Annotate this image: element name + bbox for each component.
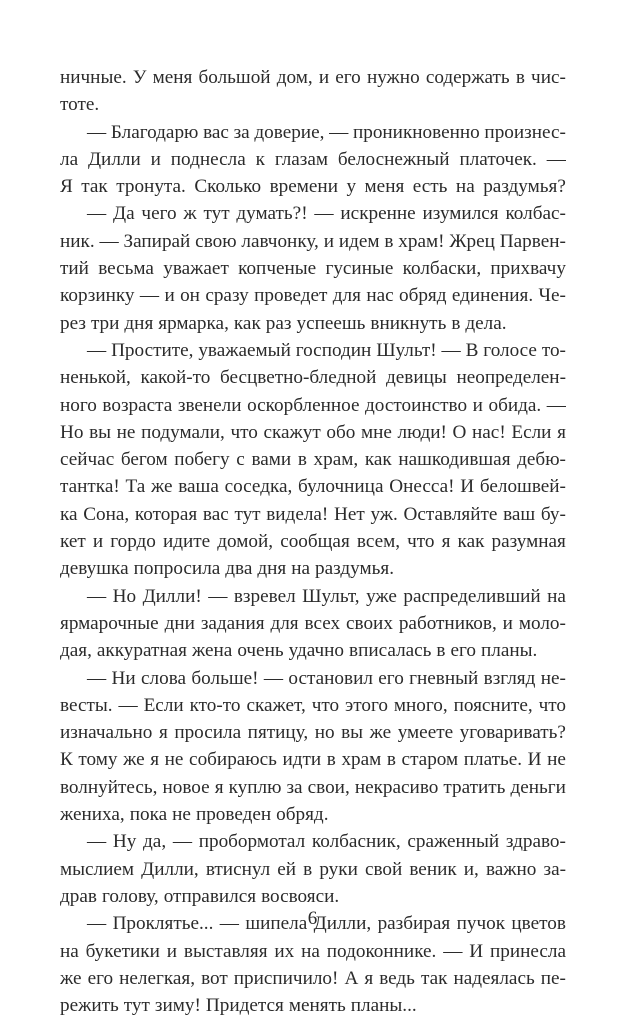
text-line: ничные. У меня большой дом, и его нужно содержать в чис-: [60, 67, 566, 88]
text-line: ненькой, какой-то бесцветно-бледной девицы неопределен-: [60, 367, 566, 389]
text-line: ка Сона, которая вас тут видела! Нет уж. Оставляйте ваш бу-: [60, 503, 566, 525]
text-line: корзинку — и он сразу проведет для нас обряд единения. Че-: [60, 285, 566, 307]
text-line: ного возраста звенели оскорбленное достоинство и обида. —: [60, 394, 566, 416]
text-line: девушка попросила два дня на раздумья.: [60, 558, 395, 580]
text-line: мыслием Дилли, втиснул ей в руки свой веник и, важно за-: [60, 858, 566, 880]
text-line: — Проклятье... — шипела Дилли, разбирая пучок цветов: [87, 913, 566, 935]
text-line: рез три дня ярмарка, как раз успеешь вникнуть в дела.: [60, 312, 507, 334]
text-line: тантка! Та же ваша соседка, булочница Онесса! И белошвей-: [60, 476, 566, 498]
text-line: тоте.: [60, 94, 100, 116]
text-line: весты. — Если кто-то скажет, что этого много, поясните, что: [60, 694, 566, 716]
text-line: — Ну да, — пробормотал колбасник, сраженный здраво-: [87, 831, 566, 853]
text-line: ярмарочные дни задания для всех своих работников, и моло-: [60, 612, 566, 634]
page-number: 6: [307, 908, 318, 929]
text-line: Но вы не подумали, что скажут обо мне люди! О нас! Если я: [60, 421, 566, 443]
text-line: кет и гордо идите домой, сообщая всем, что я как разумная: [60, 531, 566, 553]
text-line: — Благодарю вас за доверие, — проникновенно произнес-: [87, 121, 566, 143]
text-line: тий весьма уважает копченые гусиные колбаски, прихвачу: [60, 258, 566, 280]
text-line: К тому же я не собираюсь идти в храм в старом платье. И не: [60, 749, 566, 771]
text-line: Я так тронута. Сколько времени у меня есть на раздумья?: [60, 176, 566, 198]
text-line: режить тут зиму! Придется менять планы...: [60, 995, 417, 1017]
text-line: — Ни слова больше! — остановил его гневный взгляд не-: [87, 667, 566, 689]
text-line: жениха, пока не проведен обряд.: [60, 804, 329, 826]
text-line: ник. — Запирай свою лавчонку, и идем в храм! Жрец Парвен-: [60, 230, 566, 252]
text-line: драв голову, отправился восвояси.: [60, 885, 340, 907]
text-line: же его нелегкая, вот приспичило! А я ведь так надеялась пе-: [60, 967, 566, 989]
text-line: изначально я просила пятицу, но вы же умеете уговаривать?: [60, 722, 566, 744]
text-line: волнуйтесь, новое я куплю за свои, некрасиво тратить деньги: [60, 776, 566, 798]
text-line: дая, аккуратная жена очень удачно вписалась в его планы.: [60, 640, 538, 662]
text-line: ла Дилли и поднесла к глазам белоснежный платочек. —: [60, 148, 566, 170]
text-line: — Но Дилли! — взревел Шульт, уже распределивший на: [87, 585, 566, 607]
text-line: — Простите, уважаемый господин Шульт! — В голосе то-: [87, 339, 566, 361]
text-line: — Да чего ж тут думать?! — искренне изумился колбас-: [87, 203, 566, 225]
page-body-text: [60, 64, 566, 1019]
text-line: на букетики и выставляя их на подоконнике. — И принесла: [60, 940, 566, 962]
text-line: сейчас бегом побегу с вами в храм, как нашкодившая дебю-: [60, 449, 566, 471]
